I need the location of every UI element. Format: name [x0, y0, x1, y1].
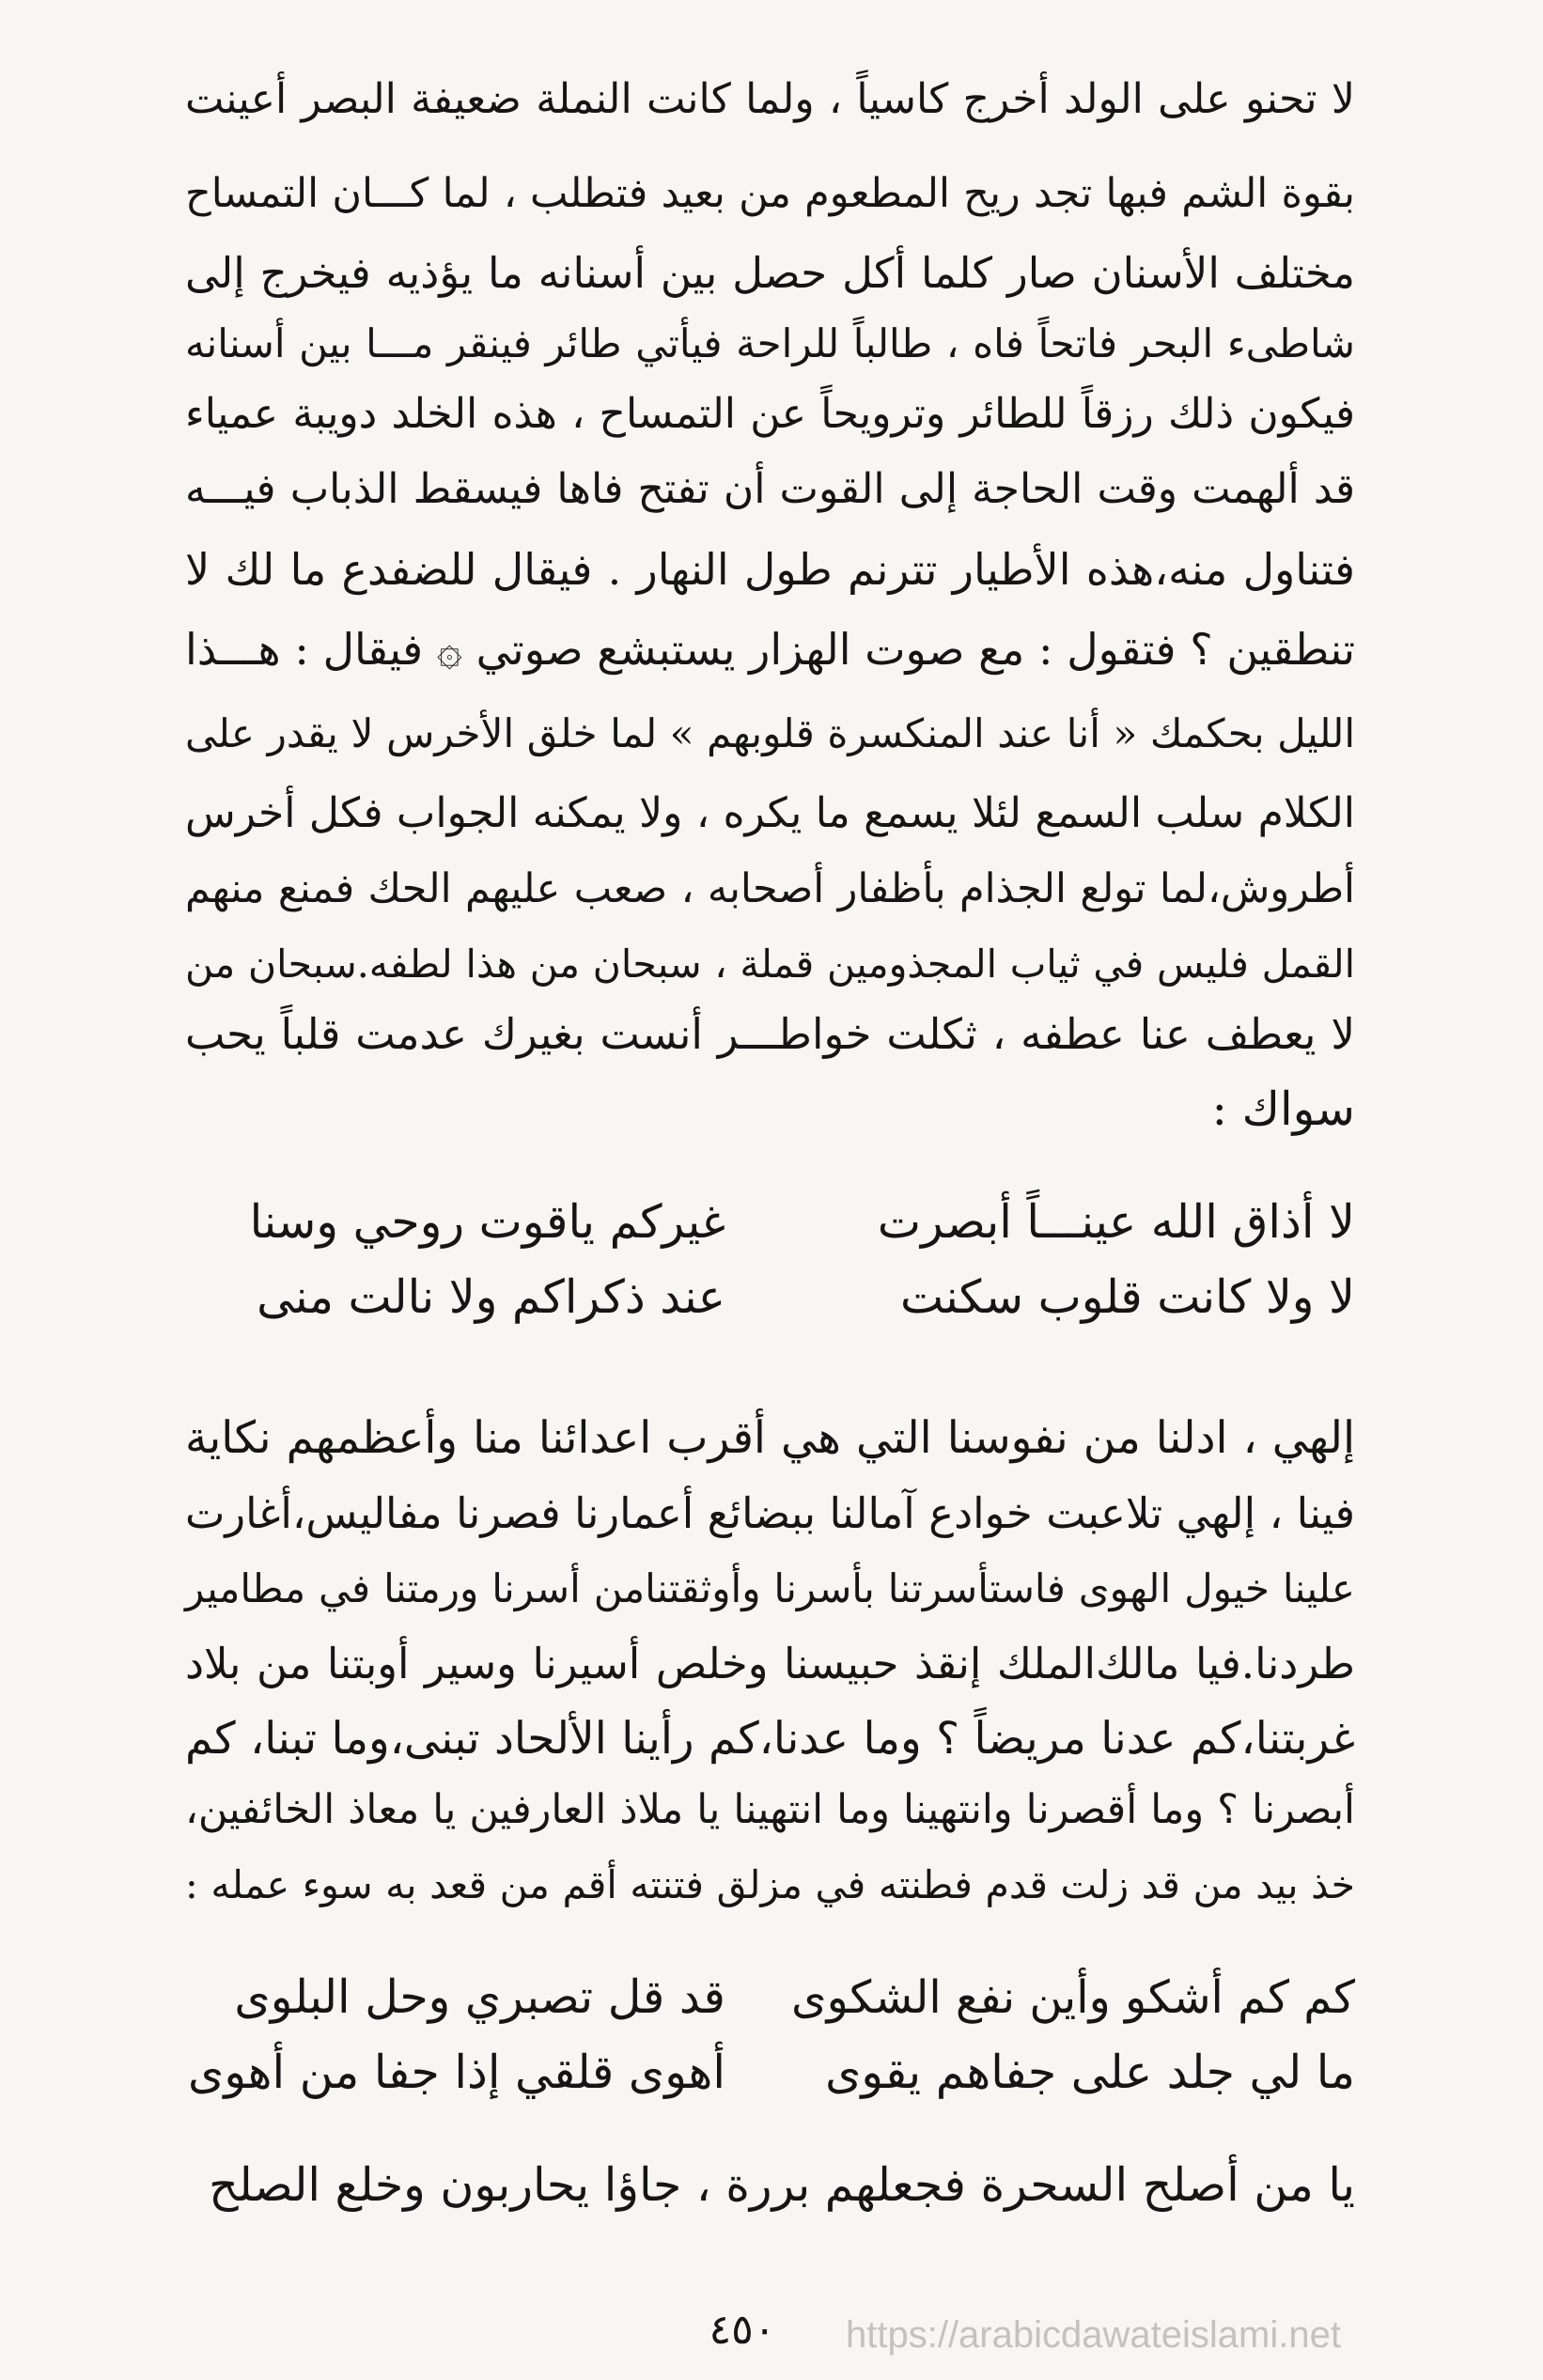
verse-line: [185, 1264, 1355, 1331]
verse-line: [185, 2039, 1355, 2107]
verse-hemistich: لا أذاق الله عينـــاً أبصرت: [877, 1195, 1355, 1249]
prose-line: إلهي ، ادلنا من نفوسنا التي هي أقرب اعدائنا منا وأعظمهم نكاية: [185, 1412, 1355, 1464]
verse-hemistich: ما لي جلد على جفاهم يقوى: [825, 2046, 1355, 2099]
prose-line: الليل بحكمك « أنا عند المنكسرة قلوبهم » لما خلق الأخرس لا يقدر على: [185, 710, 1355, 756]
page-number: ٤٥٠: [709, 2306, 776, 2354]
verse-hemistich: غيركم ياقوت روحي وسنا: [249, 1195, 725, 1249]
prose-line: أبصرنا ؟ وما أقصرنا وانتهينا وما انتهينا يا ملاذ العارفين يا معاذ الخائفين،: [185, 1786, 1355, 1833]
prose-line: غربتنا،كم عدنا مريضاً ؟ وما عدنا،كم رأينا الألحاد تبنى،وما تبنا، كم: [185, 1713, 1355, 1765]
prose-line: يا من أصلح السحرة فجعلهم بررة ، جاؤا يحاربون وخلع الصلح: [209, 2158, 1355, 2212]
verse-hemistich: قد قل تصبري وحل البلوى: [234, 1970, 725, 2024]
prose-line: شاطىء البحر فاتحاً فاه ، طالباً للراحة فيأتي طائر فينقر مـــا بين أسنانه: [185, 320, 1355, 366]
prose-line: مختلف الأسنان صار كلما أكل حصل بين أسنانه ما يؤذيه فيخرج إلى: [185, 248, 1355, 298]
prose-line: سواك :: [1211, 1082, 1355, 1136]
verse-line: [185, 1189, 1355, 1256]
prose-line: أطروش،لما تولع الجذام بأظفار أصحابه ، صعب عليهم الحك فمنع منهم: [185, 865, 1355, 912]
prose-line: قد ألهمت وقت الحاجة إلى القوت أن تفتح فاها فيسقط الذباب فيـــه: [185, 465, 1355, 513]
verse-line: [185, 1964, 1355, 2031]
prose-line: طردنا.فيا مالك‌الملك إنقذ حبيسنا وخلص أسيرنا وسير أوبتنا من بلاد: [185, 1639, 1355, 1688]
prose-line: فيكون ذلك رزقاً للطائر وترويحاً عن التمساح ، هذه الخلد دويبة عمياء: [185, 390, 1355, 438]
prose-line: تنطقين ؟ فتقول : مع صوت الهزار يستبشع صوتي ۞ فيقال : هـــذا: [185, 624, 1355, 675]
prose-line: القمل فليس في ثياب المجذومين قملة ، سبحان من هذا لطفه.سبحان من: [185, 941, 1355, 987]
verse-hemistich: لا ولا كانت قلوب سكنت: [900, 1270, 1355, 1324]
prose-line: لا يعطف عنا عطفه ، ثكلت خواطـــر أنست بغيرك عدمت قلباً يحب: [185, 1009, 1355, 1059]
verse-hemistich: أهوى قلقي إذا جفا من أهوى: [188, 2046, 725, 2099]
prose-line: بقوة الشم فبها تجد ريح المطعوم من بعيد فتطلب ، لما كـــان التمساح: [185, 170, 1355, 217]
prose-line: الكلام سلب السمع لئلا يسمع ما يكره ، ولا يمكنه الجواب فكل أخرس: [185, 789, 1355, 837]
prose-line: لا تحنو على الولد أخرج كاسياً ، ولما كانت النملة ضعيفة البصر أعينت: [185, 75, 1355, 123]
prose-line: فتناول منه،هذه الأطيار تترنم طول النهار . فيقال للضفدع ما لك لا: [185, 544, 1355, 595]
source-watermark: https://arabicdawateislami.net: [846, 2314, 1341, 2356]
verse-hemistich: كم كم أشكو وأين نفع الشكوى: [791, 1971, 1355, 2024]
prose-line: فينا ، إلهي تلاعبت خوادع آمالنا ببضائع أعمارنا فصرنا مفاليس،أغارت: [185, 1488, 1355, 1538]
prose-line: علينا خيول الهوى فاستأسرتنا بأسرنا وأوثقتنامن أسرنا ورمتنا في مطامير: [185, 1565, 1355, 1611]
prose-line: خذ بيد من قد زلت قدم فطنته في مزلق فتنته أقم من قعد به سوء عمله :: [185, 1862, 1355, 1907]
verse-hemistich: عند ذكراكم ولا نالت منى: [257, 1270, 725, 1324]
